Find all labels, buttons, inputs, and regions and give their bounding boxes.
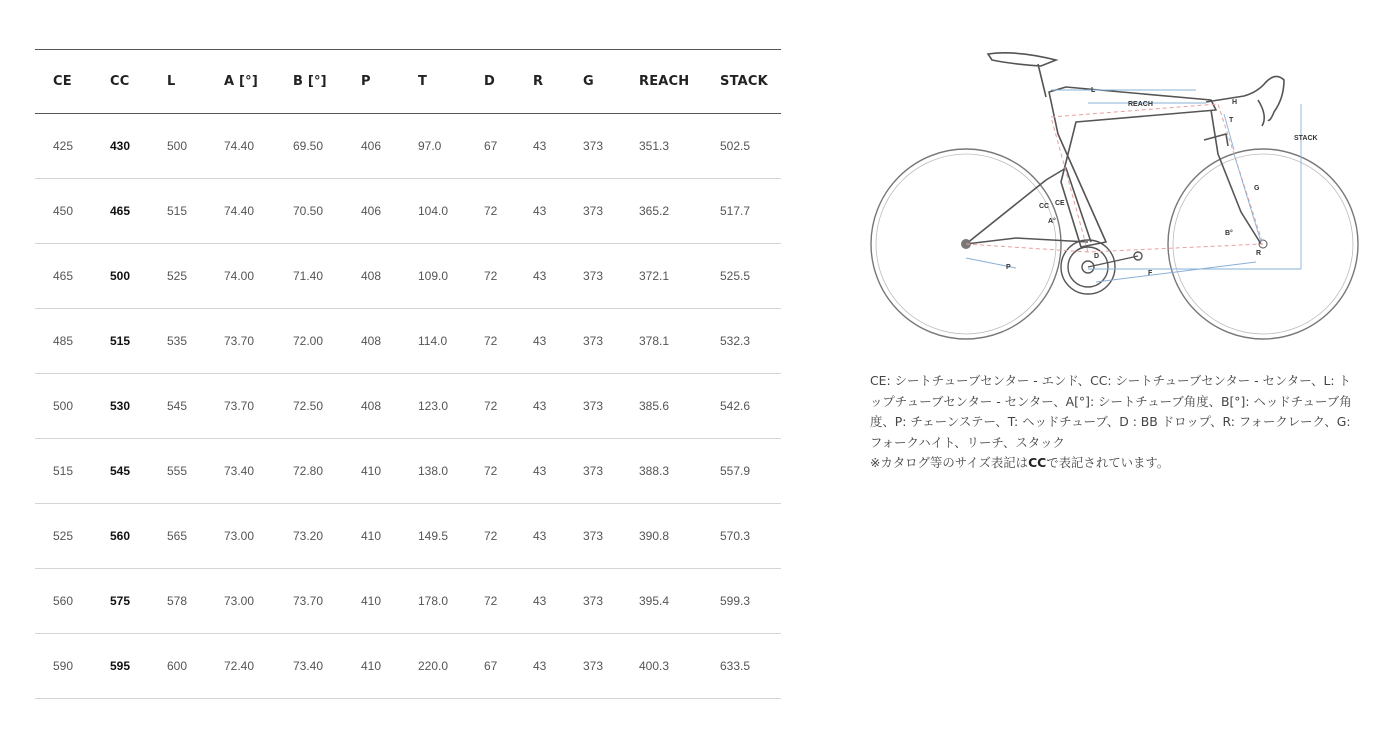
- table-cell: 406: [361, 139, 382, 153]
- table-cell: 570.3: [720, 529, 751, 543]
- legend-size-note: [870, 453, 1362, 474]
- table-cell: 408: [361, 334, 382, 348]
- label-cc: CC: [1039, 203, 1050, 210]
- geometry-legend: [870, 371, 1362, 474]
- table-cell: 373: [583, 529, 604, 543]
- table-cell: 109.0: [418, 269, 449, 283]
- table-cell: 410: [361, 464, 382, 478]
- label-r: R: [1256, 250, 1262, 257]
- table-cell: 71.40: [293, 269, 324, 283]
- table-cell: 530: [110, 399, 131, 413]
- legend-definitions: CE: シートチューブセンター - エンド、CC: シートチューブセンター - センター、L: トップチューブセンター - センター、A[°]: シートチューブ角度、B[°]: ヘッドチューブ角度、P: チェーンステー、T: ヘッドチューブ、D : BB ドロップ、R: フォークレーク、G: フォークハイト、リーチ、スタック: [870, 373, 1352, 450]
- table-cell: 545: [167, 399, 188, 413]
- table-cell: 73.20: [293, 529, 324, 543]
- label-d: D: [1094, 253, 1100, 260]
- table-cell: 73.70: [224, 334, 255, 348]
- column-header-d: D: [484, 74, 495, 89]
- table-row: [35, 114, 781, 179]
- crankset: [1061, 240, 1142, 294]
- table-cell: 373: [583, 139, 604, 153]
- table-cell: 408: [361, 269, 382, 283]
- table-cell: 73.40: [224, 464, 255, 478]
- table-cell: 485: [53, 334, 74, 348]
- table-cell: 74.40: [224, 139, 255, 153]
- table-row: [35, 634, 781, 699]
- table-cell: 351.3: [639, 139, 670, 153]
- table-cell: 373: [583, 399, 604, 413]
- note-suffix: で表記されています。: [1046, 455, 1170, 470]
- table-cell: 388.3: [639, 464, 670, 478]
- table-cell: 542.6: [720, 399, 751, 413]
- table-cell: 69.50: [293, 139, 324, 153]
- table-cell: 43: [533, 399, 547, 413]
- table-cell: 595: [110, 659, 131, 673]
- label-h: H: [1232, 99, 1238, 106]
- seatpost-saddle: [988, 53, 1056, 97]
- table-cell: 408: [361, 399, 382, 413]
- table-cell: 97.0: [418, 139, 442, 153]
- note-bold: CC: [1028, 455, 1047, 470]
- table-row: [35, 179, 781, 244]
- geometry-table: [35, 49, 781, 699]
- table-cell: 502.5: [720, 139, 751, 153]
- table-cell: 72.40: [224, 659, 255, 673]
- table-row: [35, 504, 781, 569]
- label-b: B°: [1225, 230, 1233, 237]
- table-cell: 532.3: [720, 334, 751, 348]
- table-cell: 390.8: [639, 529, 670, 543]
- table-cell: 373: [583, 659, 604, 673]
- table-cell: 43: [533, 464, 547, 478]
- table-cell: 365.2: [639, 204, 670, 218]
- note-prefix: ※カタログ等のサイズ表記は: [870, 455, 1029, 470]
- table-cell: 425: [53, 139, 74, 153]
- column-header-cc: CC: [110, 74, 130, 89]
- column-header-ce: CE: [53, 74, 72, 89]
- table-cell: 575: [110, 594, 131, 608]
- table-cell: 385.6: [639, 399, 670, 413]
- table-cell: 578: [167, 594, 188, 608]
- table-cell: 72: [484, 529, 498, 543]
- table-cell: 123.0: [418, 399, 449, 413]
- table-cell: 178.0: [418, 594, 449, 608]
- table-cell: 410: [361, 529, 382, 543]
- table-cell: 149.5: [418, 529, 449, 543]
- table-cell: 525: [53, 529, 74, 543]
- table-cell: 73.70: [293, 594, 324, 608]
- table-cell: 220.0: [418, 659, 449, 673]
- table-cell: 525.5: [720, 269, 751, 283]
- table-cell: 373: [583, 204, 604, 218]
- table-cell: 599.3: [720, 594, 751, 608]
- table-cell: 378.1: [639, 334, 670, 348]
- column-header-g: G: [583, 74, 594, 89]
- bike-geometry-diagram: [866, 42, 1366, 352]
- column-header-stack: STACK: [720, 74, 768, 89]
- table-cell: 43: [533, 594, 547, 608]
- table-cell: 500: [53, 399, 74, 413]
- table-row: [35, 244, 781, 309]
- table-cell: 43: [533, 269, 547, 283]
- table-cell: 373: [583, 269, 604, 283]
- table-cell: 74.00: [224, 269, 255, 283]
- table-cell: 515: [110, 334, 131, 348]
- table-cell: 517.7: [720, 204, 751, 218]
- table-cell: 500: [167, 139, 188, 153]
- label-p: P: [1006, 264, 1011, 271]
- column-header-reach: REACH: [639, 74, 690, 89]
- table-cell: 104.0: [418, 204, 449, 218]
- table-cell: 114.0: [418, 334, 448, 348]
- table-cell: 557.9: [720, 464, 751, 478]
- table-cell: 72: [484, 594, 498, 608]
- table-cell: 560: [53, 594, 74, 608]
- table-cell: 43: [533, 139, 547, 153]
- table-cell: 72: [484, 464, 498, 478]
- column-header-l: L: [167, 74, 176, 89]
- table-cell: 410: [361, 594, 382, 608]
- table-cell: 72.50: [293, 399, 324, 413]
- table-cell: 373: [583, 334, 604, 348]
- table-cell: 43: [533, 334, 547, 348]
- table-cell: 138.0: [418, 464, 449, 478]
- table-cell: 43: [533, 204, 547, 218]
- column-header-b: B [°]: [293, 74, 327, 89]
- label-t: T: [1229, 117, 1234, 124]
- table-cell: 72: [484, 399, 498, 413]
- table-cell: 72: [484, 269, 498, 283]
- table-row: [35, 439, 781, 504]
- geometry-table-body: [35, 114, 781, 699]
- table-cell: 590: [53, 659, 74, 673]
- table-cell: 465: [110, 204, 131, 218]
- label-a: A°: [1048, 218, 1056, 225]
- label-g: G: [1254, 185, 1260, 192]
- table-cell: 545: [110, 464, 131, 478]
- table-cell: 72.80: [293, 464, 324, 478]
- table-cell: 373: [583, 594, 604, 608]
- table-cell: 555: [167, 464, 188, 478]
- table-cell: 372.1: [639, 269, 670, 283]
- table-cell: 515: [167, 204, 188, 218]
- table-cell: 633.5: [720, 659, 751, 673]
- table-cell: 500: [110, 269, 131, 283]
- table-cell: 73.70: [224, 399, 255, 413]
- table-cell: 600: [167, 659, 188, 673]
- table-cell: 70.50: [293, 204, 324, 218]
- column-header-t: T: [418, 74, 428, 89]
- table-cell: 43: [533, 659, 547, 673]
- table-cell: 73.00: [224, 529, 255, 543]
- handlebar: [1206, 76, 1284, 126]
- table-row: [35, 374, 781, 439]
- table-cell: 72: [484, 204, 498, 218]
- geometry-guides: [966, 104, 1263, 252]
- header-row: [35, 50, 781, 114]
- table-cell: 67: [484, 659, 498, 673]
- column-header-p: P: [361, 74, 371, 89]
- table-cell: 67: [484, 139, 498, 153]
- table-cell: 400.3: [639, 659, 670, 673]
- table-cell: 560: [110, 529, 131, 543]
- label-ce: CE: [1055, 200, 1065, 207]
- label-stack: STACK: [1294, 135, 1318, 142]
- table-cell: 410: [361, 659, 382, 673]
- table-row: [35, 569, 781, 634]
- table-cell: 74.40: [224, 204, 255, 218]
- table-cell: 406: [361, 204, 382, 218]
- table-cell: 535: [167, 334, 188, 348]
- table-cell: 525: [167, 269, 188, 283]
- table-cell: 450: [53, 204, 74, 218]
- table-cell: 565: [167, 529, 188, 543]
- table-cell: 73.40: [293, 659, 324, 673]
- geometry-table-header: [35, 50, 781, 114]
- table-cell: 430: [110, 139, 131, 153]
- table-cell: 72: [484, 334, 498, 348]
- column-header-r: R: [533, 74, 544, 89]
- table-cell: 43: [533, 529, 547, 543]
- label-f: F: [1148, 270, 1153, 277]
- dimension-lines: [966, 90, 1301, 282]
- label-reach: REACH: [1128, 101, 1153, 108]
- table-row: [35, 309, 781, 374]
- label-l: L: [1091, 87, 1096, 94]
- table-cell: 73.00: [224, 594, 255, 608]
- table-cell: 515: [53, 464, 74, 478]
- table-cell: 465: [53, 269, 74, 283]
- table-cell: 395.4: [639, 594, 670, 608]
- table-cell: 72.00: [293, 334, 324, 348]
- column-header-a: A [°]: [224, 74, 258, 89]
- table-cell: 373: [583, 464, 604, 478]
